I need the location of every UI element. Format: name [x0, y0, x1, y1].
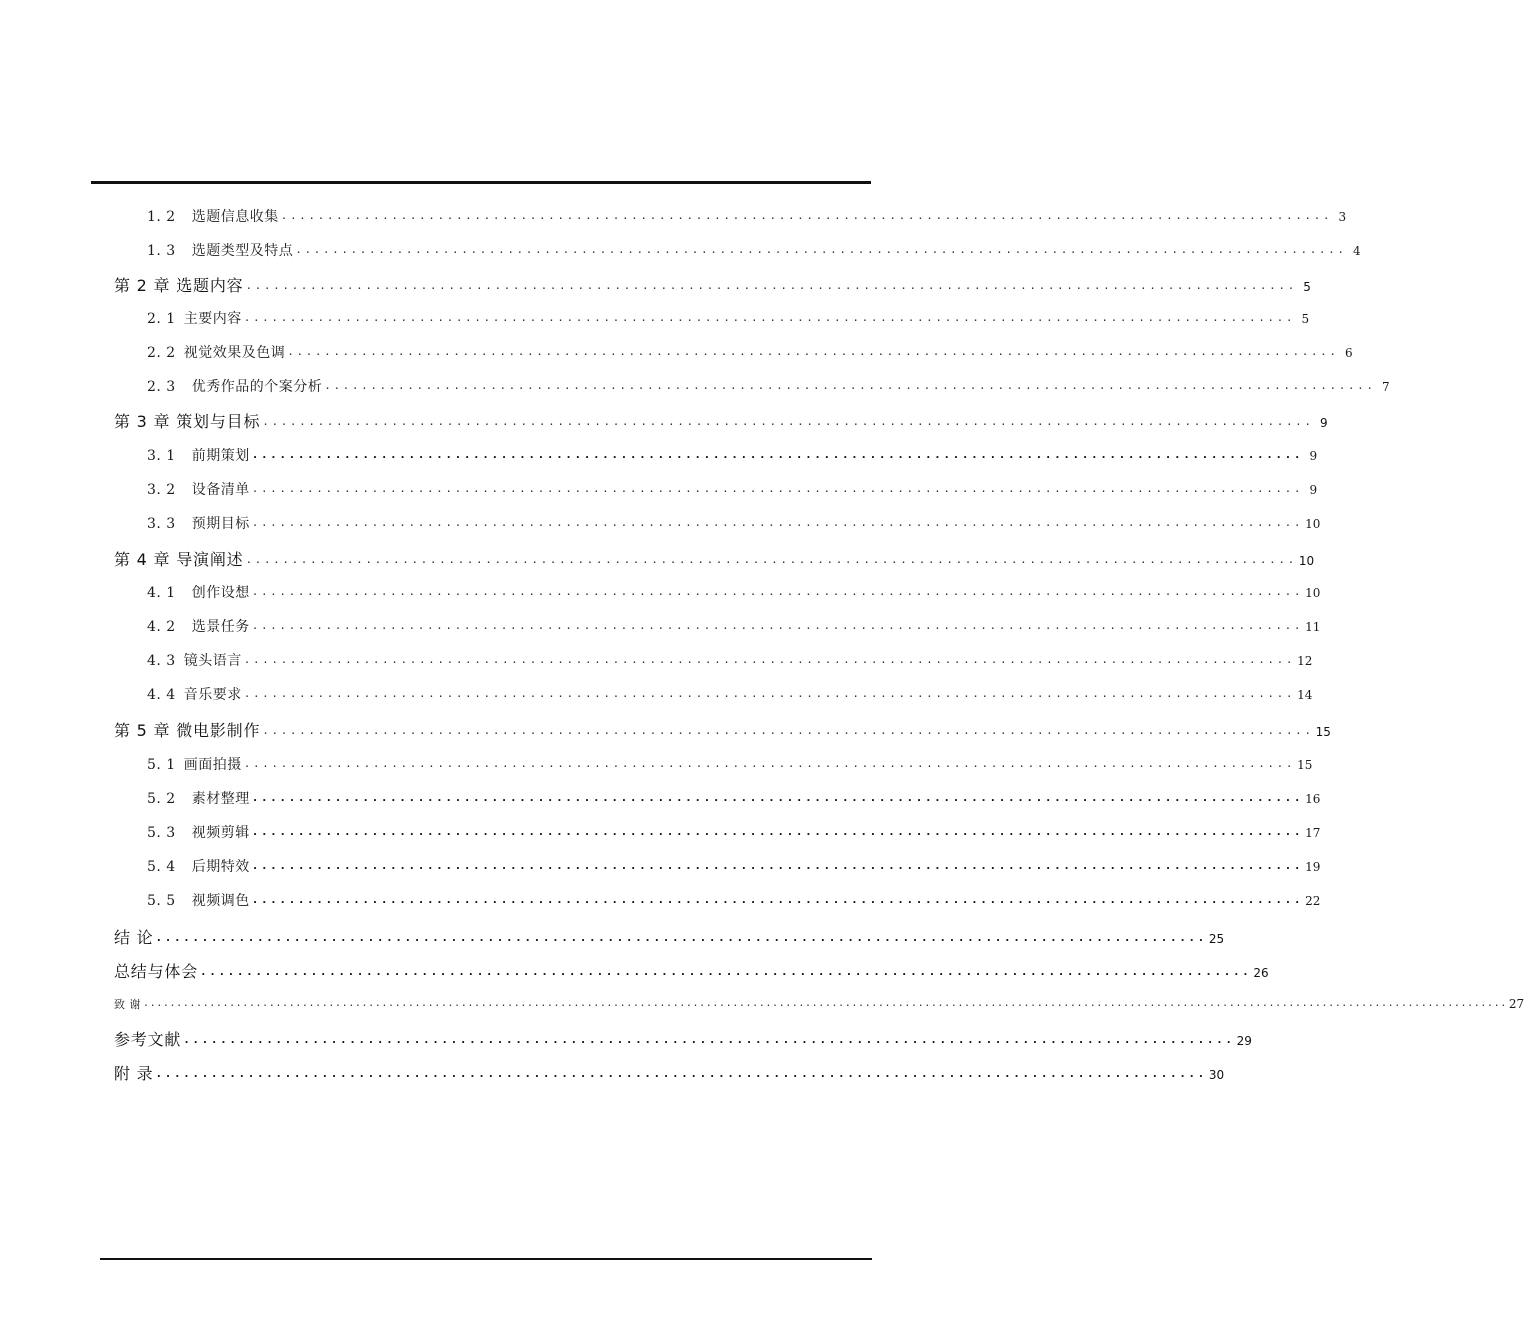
toc-entry-4-1[interactable] — [147, 582, 1321, 606]
toc-conclusion[interactable] — [114, 925, 1225, 949]
toc-page-number: 12 — [1297, 654, 1313, 668]
toc-summary[interactable] — [114, 959, 1269, 983]
toc-entry-4-4[interactable] — [147, 684, 1313, 708]
toc-references[interactable] — [114, 1027, 1252, 1051]
dot-leader: .................................................................................................................. — [245, 553, 1297, 566]
dot-leader: .................................................................................................................. — [243, 687, 1296, 700]
dot-leader: .................................................................................................................. — [200, 965, 1252, 978]
dot-leader: .................................................................................................................. — [243, 311, 1296, 324]
toc-entry-2-2[interactable] — [147, 342, 1353, 366]
toc-page-number: 7 — [1381, 380, 1390, 394]
toc-section-number: 5. 3 — [147, 825, 176, 841]
toc-section-title: 选题类型及特点 — [191, 243, 294, 259]
dot-leader: .................................................................................................................. — [243, 653, 1296, 666]
toc-chapter-title: 第 3 章 策划与目标 — [114, 412, 261, 431]
toc-section-title: 设备清单 — [191, 482, 250, 498]
toc-entry-3-2[interactable] — [147, 479, 1318, 503]
toc-section-number: 4. 2 — [147, 619, 176, 635]
toc-page-number: 29 — [1236, 1034, 1252, 1048]
dot-leader: .................................................................................................................. — [251, 791, 1304, 804]
toc-page-number: 4 — [1352, 244, 1361, 258]
toc-section-number: 5. 4 — [147, 859, 176, 875]
toc-section-number: 2. 3 — [147, 379, 176, 395]
toc-section-number: 2. 1 — [147, 311, 176, 327]
dot-leader: .................................................................................................................. — [245, 279, 1297, 292]
dot-leader: .................................................................................................................. — [251, 825, 1304, 838]
toc-page-number: 9 — [1319, 416, 1328, 430]
dot-leader: .................................................................................................................. — [251, 585, 1304, 598]
toc-section-number: 5. 2 — [147, 791, 176, 807]
toc-section-number: 5. 5 — [147, 893, 176, 909]
toc-section-title: 预期目标 — [191, 516, 250, 532]
toc-page-number: 26 — [1253, 966, 1269, 980]
toc-section-title: 画面拍摄 — [183, 757, 242, 773]
toc-page-number: 19 — [1305, 860, 1321, 874]
toc-chapter-title: 第 4 章 导演阐述 — [114, 550, 244, 569]
toc-page-number: 10 — [1305, 517, 1321, 531]
dot-leader: .................................................................................................................. — [251, 619, 1304, 632]
toc-section-number: 4. 3 — [147, 653, 176, 669]
toc-page-number: 3 — [1338, 210, 1347, 224]
toc-entry-1-2[interactable] — [147, 206, 1347, 230]
toc-page-number: 30 — [1208, 1068, 1225, 1082]
toc-page-number: 6 — [1344, 346, 1353, 360]
toc-section-title: 镜头语言 — [183, 653, 242, 669]
dot-leader: .................................................................................................................. — [251, 482, 1304, 495]
toc-section-title: 选题信息收集 — [191, 209, 279, 225]
toc-entry-5-2[interactable] — [147, 788, 1321, 812]
toc-section-number: 1. 2 — [147, 209, 176, 225]
toc-section-title: 视频剪辑 — [191, 825, 250, 841]
dot-leader: .................................................................................................................. — [295, 243, 1347, 256]
dot-leader: .................................................................................................................. — [243, 757, 1296, 770]
toc-chapter-title: 附 录 — [114, 1064, 154, 1083]
toc-appendix[interactable] — [114, 1061, 1225, 1085]
toc-chapter-title: 第 5 章 微电影制作 — [114, 721, 261, 740]
toc-entry-2-3[interactable] — [147, 376, 1390, 400]
toc-page-number: 5 — [1303, 280, 1311, 294]
toc-section-number: 3. 1 — [147, 448, 176, 464]
toc-page-number: 10 — [1298, 554, 1315, 568]
dot-leader: .................................................................................................................. — [251, 893, 1304, 906]
toc-section-title: 前期策划 — [191, 448, 250, 464]
toc-chapter-2[interactable] — [114, 273, 1311, 297]
toc-page-number: 15 — [1315, 725, 1331, 739]
toc-section-title: 音乐要求 — [183, 687, 242, 703]
toc-section-title: 后期特效 — [191, 859, 250, 875]
toc-chapter-title: 参考文献 — [114, 1030, 182, 1049]
dot-leader: .................................................................................................................. — [324, 379, 1376, 392]
toc-entry-3-3[interactable] — [147, 513, 1321, 537]
dot-leader: .................................................................................................................. — [251, 516, 1304, 529]
toc-section-title: 素材整理 — [191, 791, 250, 807]
toc-section-number: 1. 3 — [147, 243, 176, 259]
dot-leader: .................................................................................................................. — [262, 724, 1314, 737]
toc-section-number: 4. 4 — [147, 687, 176, 703]
toc-section-title: 视频调色 — [191, 893, 250, 909]
toc-entry-3-1[interactable] — [147, 445, 1318, 469]
toc-section-number: 4. 1 — [147, 585, 176, 601]
toc-chapter-4[interactable] — [114, 547, 1315, 571]
dot-leader: .................................................................................................................. — [287, 345, 1339, 358]
toc-page-number: 25 — [1208, 932, 1225, 946]
footer-rule — [100, 1258, 872, 1260]
toc-chapter-3[interactable] — [114, 409, 1328, 433]
toc-section-title: 创作设想 — [191, 585, 250, 601]
dot-leader: .................................................................................................................. — [155, 1067, 1207, 1080]
dot-leader: .................................................................................................................. — [251, 448, 1304, 461]
toc-section-number: 3. 3 — [147, 516, 176, 532]
toc-page-number: 15 — [1297, 758, 1313, 772]
toc-page-number: 22 — [1305, 894, 1321, 908]
dot-leader: .............................................................................................................................................................................................................. — [143, 998, 1507, 1009]
toc-page-number: 27 — [1508, 997, 1524, 1011]
toc-section-number: 3. 2 — [147, 482, 176, 498]
toc-entry-2-1[interactable] — [147, 308, 1310, 332]
toc-entry-4-3[interactable] — [147, 650, 1313, 674]
dot-leader: .................................................................................................................. — [183, 1033, 1235, 1046]
toc-section-title: 视觉效果及色调 — [183, 345, 286, 361]
toc-page-number: 9 — [1309, 483, 1318, 497]
toc-entry-1-3[interactable] — [147, 240, 1361, 264]
dot-leader: .................................................................................................................. — [251, 859, 1304, 872]
toc-page-number: 5 — [1301, 312, 1310, 326]
toc-entry-5-4[interactable] — [147, 856, 1321, 880]
toc-entry-4-2[interactable] — [147, 616, 1321, 640]
toc-entry-5-1[interactable] — [147, 754, 1313, 778]
toc-section-title: 主要内容 — [183, 311, 242, 327]
toc-page-number: 10 — [1305, 586, 1321, 600]
toc-section-title: 优秀作品的个案分析 — [191, 379, 323, 395]
toc-entry-5-5[interactable] — [147, 890, 1321, 914]
toc-chapter-title: 总结与体会 — [114, 962, 199, 981]
toc-section-number: 2. 2 — [147, 345, 176, 361]
toc-page-number: 14 — [1297, 688, 1313, 702]
toc-page-number: 9 — [1309, 449, 1318, 463]
toc-chapter-5[interactable] — [114, 718, 1331, 742]
toc-page-number: 11 — [1305, 620, 1321, 634]
toc-acknowledgements[interactable] — [114, 996, 1524, 1020]
toc-chapter-title: 致 谢 — [114, 998, 141, 1011]
toc-chapter-title: 结 论 — [114, 928, 154, 947]
toc-page-number: 17 — [1305, 826, 1321, 840]
toc-section-title: 选景任务 — [191, 619, 250, 635]
toc-section-number: 5. 1 — [147, 757, 176, 773]
dot-leader: .................................................................................................................. — [155, 931, 1207, 944]
toc-chapter-title: 第 2 章 选题内容 — [114, 276, 244, 295]
dot-leader: .................................................................................................................. — [262, 415, 1314, 428]
toc-entry-5-3[interactable] — [147, 822, 1321, 846]
toc-page-number: 16 — [1305, 792, 1321, 806]
header-rule — [91, 181, 871, 184]
dot-leader: .................................................................................................................. — [280, 209, 1333, 222]
